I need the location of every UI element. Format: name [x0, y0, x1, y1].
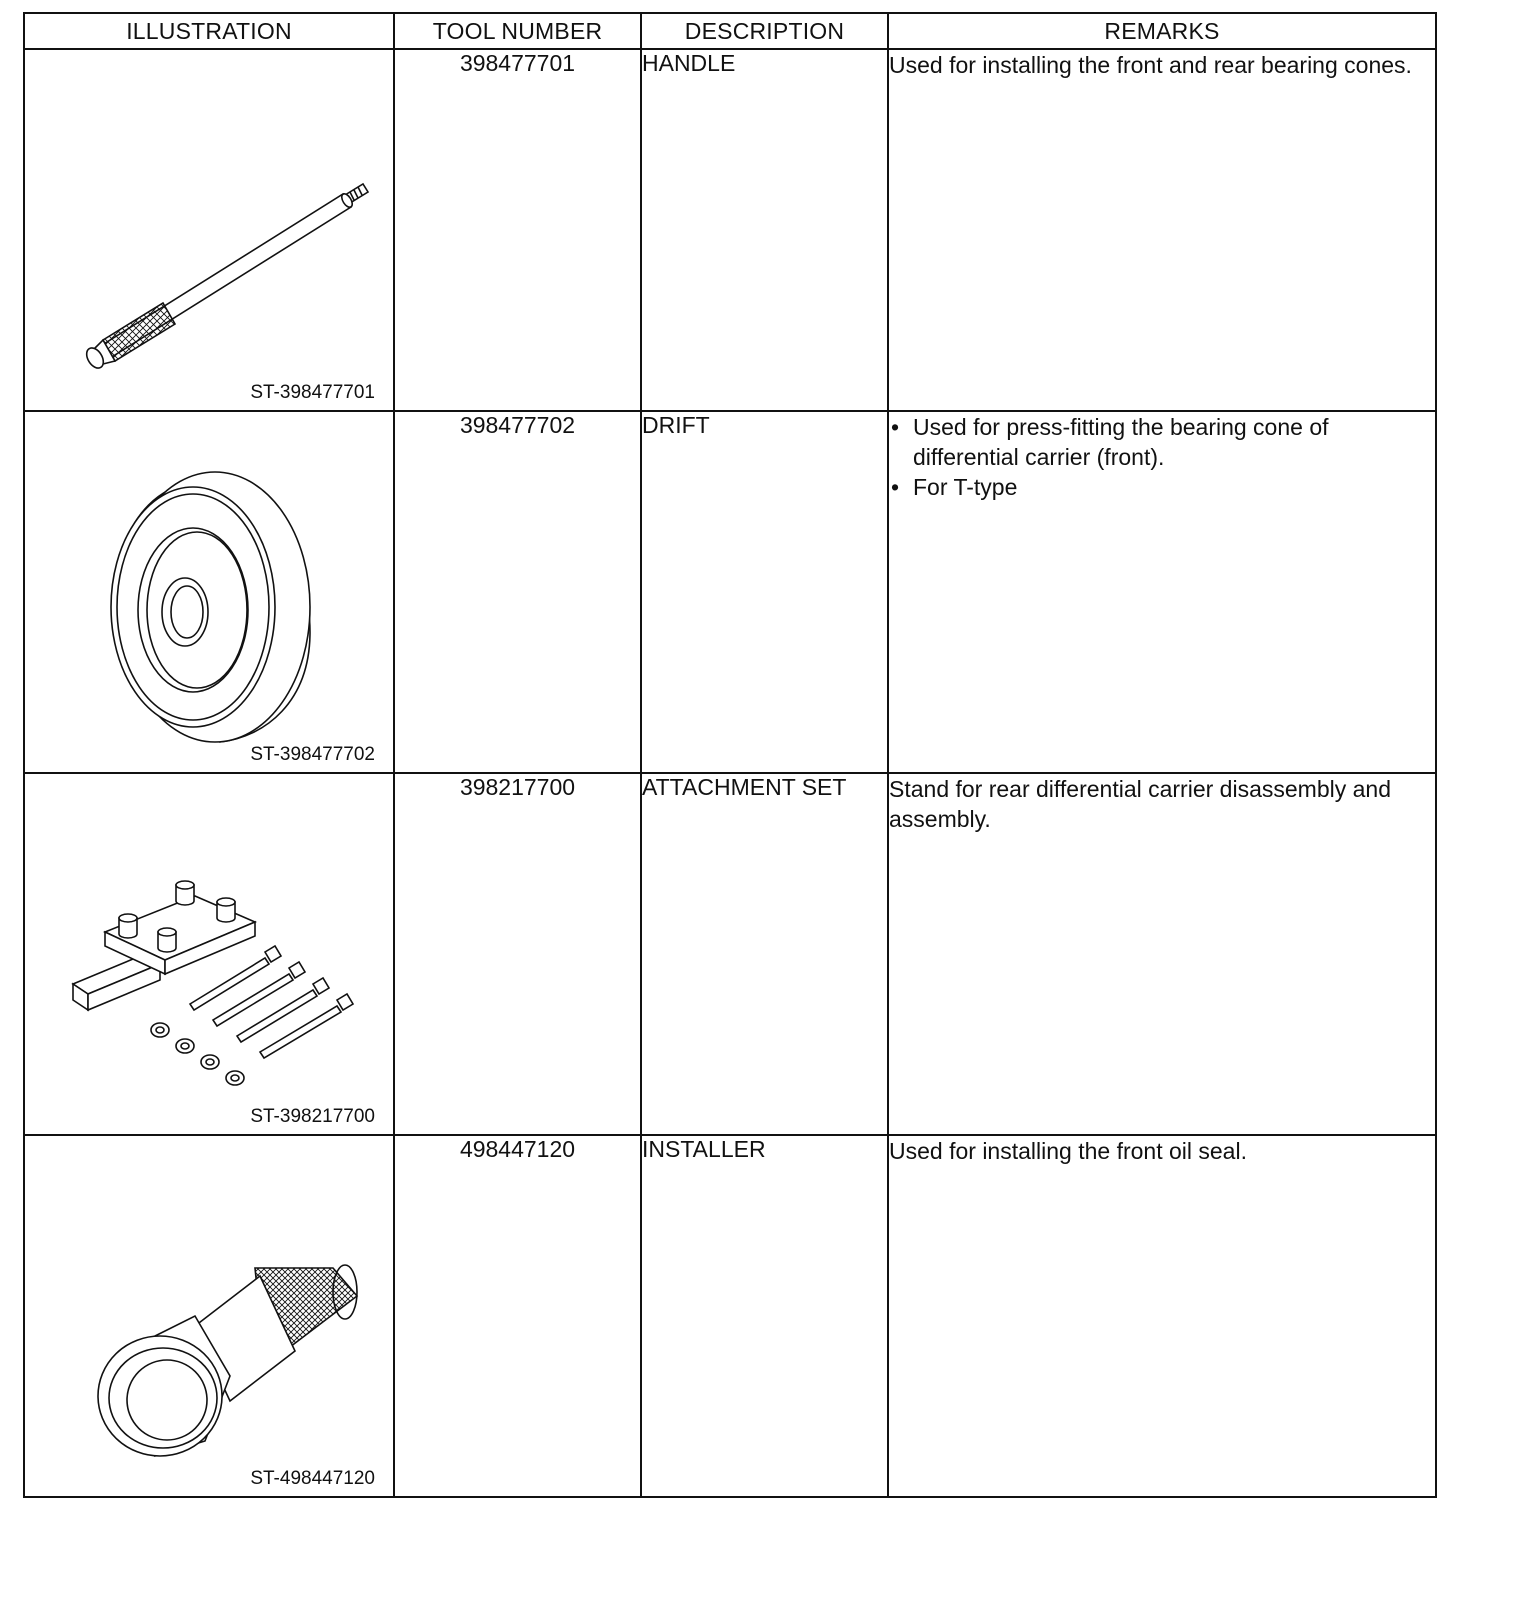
remarks-cell: [888, 773, 1436, 1135]
remarks-text: Used for installing the front oil seal.: [889, 1138, 1247, 1164]
special-tools-table: [23, 12, 1437, 1498]
remarks-text: Stand for rear differential carrier disassembly and assembly.: [889, 776, 1391, 832]
attachment-set-icon: [45, 814, 375, 1114]
illustration-cell: [24, 1135, 394, 1497]
header-remarks: REMARKS: [888, 13, 1436, 49]
tool-number-cell: 398477702: [394, 411, 641, 773]
tool-number-cell: 498447120: [394, 1135, 641, 1497]
list-item: • For T-type: [889, 472, 1435, 502]
list-item: • Used for press-fitting the bearing cone of differential carrier (front).: [889, 412, 1435, 472]
table-row: [24, 49, 1436, 411]
header-row: [24, 13, 1436, 49]
table-row: [24, 1135, 1436, 1497]
illustration-cell: [24, 411, 394, 773]
illustration-cell: [24, 773, 394, 1135]
header-description: DESCRIPTION: [641, 13, 888, 49]
illustration-label: ST-498447120: [250, 1468, 375, 1489]
description-cell: INSTALLER: [641, 1135, 888, 1497]
tool-number-cell: 398477701: [394, 49, 641, 411]
header-illustration: ILLUSTRATION: [24, 13, 394, 49]
illustration-label: ST-398477701: [250, 382, 375, 403]
description-cell: DRIFT: [641, 411, 888, 773]
tool-number-cell: 398217700: [394, 773, 641, 1135]
remarks-text: Used for installing the front and rear bearing cones.: [889, 52, 1412, 78]
table-row: [24, 773, 1436, 1135]
remarks-cell: [888, 49, 1436, 411]
handle-tool-icon: [45, 90, 375, 390]
description-cell: HANDLE: [641, 49, 888, 411]
drift-tool-icon: [45, 452, 375, 752]
remarks-cell: [888, 1135, 1436, 1497]
installer-tool-icon: [45, 1176, 375, 1476]
remarks-cell: [888, 411, 1436, 773]
illustration-cell: [24, 49, 394, 411]
table-row: [24, 411, 1436, 773]
illustration-label: ST-398477702: [250, 744, 375, 765]
description-cell: ATTACHMENT SET: [641, 773, 888, 1135]
header-tool-number: TOOL NUMBER: [394, 13, 641, 49]
illustration-label: ST-398217700: [250, 1106, 375, 1127]
remarks-list: [889, 412, 1435, 502]
